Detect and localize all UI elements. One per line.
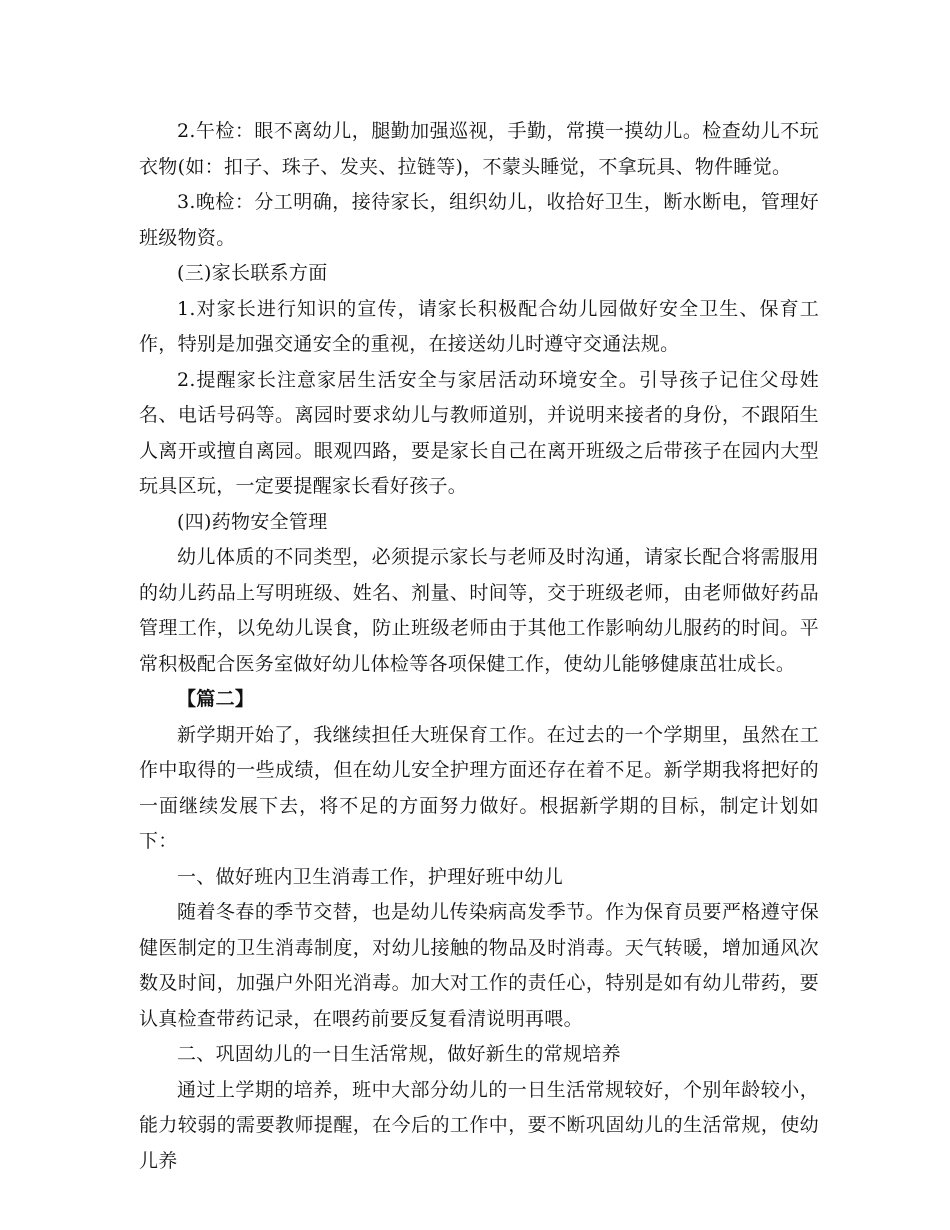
document-body [139, 114, 819, 1179]
paragraph-new-semester-intro: 新学期开始了，我继续担任大班保育工作。在过去的一个学期里，虽然在工作中取得的一些成绩，但在幼儿安全护理方面还存在着不足。新学期我将把好的一面继续发展下去，将不足的方面努力做好。根据新学期的目标，制定计划如下： [139, 723, 819, 852]
section-heading-daily-routine: 二、巩固幼儿的一日生活常规，做好新生的常规培养 [177, 1043, 621, 1065]
paragraph-daily-routine: 通过上学期的培养，班中大部分幼儿的一日生活常规较好，个别年龄较小，能力较弱的需要教师提醒，在今后的工作中，要不断巩固幼儿的生活常规，使幼儿养 [139, 1078, 819, 1172]
paragraph-evening-check: 3.晚检：分工明确，接待家长，组织幼儿，收拾好卫生，断水断电，管理好班级物资。 [139, 191, 819, 249]
paragraph-parent-reminder: 2.提醒家长注意家居生活安全与家居活动环境安全。引导孩子记住父母姓名、电话号码等。离园时要求幼儿与教师道别，并说明来接者的身份，不跟陌生人离开或擅自离园。眼观四路，要是家长自己在离开班级之后带孩子在园内大型玩具区玩，一定要提醒家长看好孩子。 [139, 368, 819, 497]
part-two-heading: 【篇二】 [177, 688, 255, 710]
section-heading-hygiene-disinfection: 一、做好班内卫生消毒工作，护理好班中幼儿 [177, 865, 564, 888]
section-heading-medicine-safety: (四)药物安全管理 [177, 510, 328, 533]
paragraph-noon-check: 2.午检：眼不离幼儿，腿勤加强巡视，手勤，常摸一摸幼儿。检查幼儿不玩衣物(如：扣子、珠子、发夹、拉链等)，不蒙头睡觉，不拿玩具、物件睡觉。 [139, 120, 819, 178]
paragraph-parent-education: 1.对家长进行知识的宣传，请家长积极配合幼儿园做好安全卫生、保育工作，特别是加强交通安全的重视，在接送幼儿时遵守交通法规。 [139, 297, 819, 355]
paragraph-medicine-management: 幼儿体质的不同类型，必须提示家长与老师及时沟通，请家长配合将需服用的幼儿药品上写明班级、姓名、剂量、时间等，交于班级老师，由老师做好药品管理工作，以免幼儿误食，防止班级老师由于其他工作影响幼儿服药的时间。平常积极配合医务室做好幼儿体检等各项保健工作，使幼儿能够健康茁壮成长。 [139, 546, 819, 675]
section-heading-parent-contact: (三)家长联系方面 [177, 262, 328, 284]
paragraph-hygiene-disinfection: 随着冬春的季节交替，也是幼儿传染病高发季节。作为保育员要严格遵守保健医制定的卫生消毒制度，对幼儿接触的物品及时消毒。天气转暖，增加通风次数及时间，加强户外阳光消毒。加大对工作的责任心，特别是如有幼儿带药，要认真检查带药记录，在喂药前要反复看清说明再喂。 [139, 901, 819, 1030]
